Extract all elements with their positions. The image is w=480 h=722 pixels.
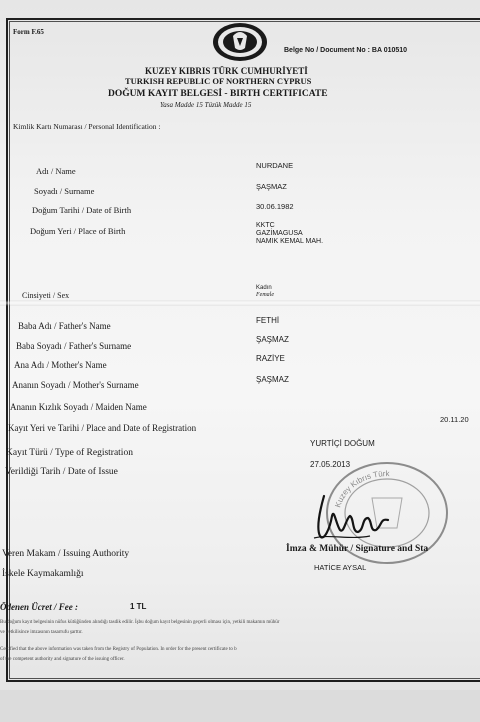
- mother-name-value: RAZİYE: [256, 354, 285, 363]
- registration-place-label: Kayıt Yeri ve Tarihi / Place and Date of Registration: [8, 423, 197, 433]
- surname-value: ŞAŞMAZ: [256, 182, 287, 191]
- fine-print-line-4: of the competent authority and signature of the issuing officer.: [0, 657, 125, 662]
- issuing-authority-value: İskele Kaymakamlığı: [2, 569, 84, 579]
- country-name-tr: KUZEY KIBRIS TÜRK CUMHURİYETİ: [145, 66, 308, 76]
- maiden-name-label: Ananın Kızlık Soyadı / Maiden Name: [10, 402, 147, 412]
- document-number: Belge No / Document No : BA 010510: [284, 47, 408, 54]
- father-name-value: FETHİ: [256, 316, 280, 325]
- personal-id-label: Kimlik Kartı Numarası / Personal Identification :: [13, 122, 161, 131]
- page-edge: [0, 690, 480, 722]
- surname-label: Soyadı / Surname: [34, 186, 95, 196]
- fine-print-line-1: Bu doğum kayıt belgesinin nüfus kütüğünden alındığı tasdik edilir. İşbu doğum kayıt belgesinin geçerli olması için, yetkili makamın mühür: [0, 620, 280, 625]
- registration-type-value: YURTİÇİ DOĞUM: [310, 439, 375, 448]
- pob-line-3: NAMIK KEMAL MAH.: [256, 238, 324, 245]
- fee-label: Ödenen Ücret / Fee :: [0, 602, 78, 612]
- father-name-label: Baba Adı / Father's Name: [18, 321, 111, 331]
- legal-reference: Yasa Madde 15 Tüzük Madde 15: [160, 101, 252, 109]
- dob-label: Doğum Tarihi / Date of Birth: [32, 205, 132, 215]
- stamp-text: Kuzey Kıbrıs Türk: [333, 469, 390, 509]
- fine-print-line-2: ve yetkilisince imzasının tasarrufu şarttır.: [0, 630, 83, 635]
- name-value: NURDANE: [256, 161, 294, 170]
- mother-surname-value: ŞAŞMAZ: [256, 375, 289, 384]
- pob-label: Doğum Yeri / Place of Birth: [30, 226, 126, 236]
- country-name-en: TURKISH REPUBLIC OF NORTHERN CYPRUS: [125, 76, 312, 86]
- registration-type-label: Kayıt Türü / Type of Registration: [6, 448, 133, 458]
- father-surname-value: ŞAŞMAZ: [256, 335, 289, 344]
- mother-name-label: Ana Adı / Mother's Name: [14, 360, 107, 370]
- pob-line-2: GAZİMAGUSA: [256, 230, 303, 237]
- coat-of-arms-icon: [212, 22, 268, 62]
- issue-date-label: Verildiği Tarih / Date of Issue: [5, 467, 118, 477]
- sex-value-tr: Kadın: [256, 285, 272, 291]
- handwritten-signature: [310, 488, 400, 548]
- fee-value: 1 TL: [130, 602, 147, 611]
- document-title: DOĞUM KAYIT BELGESİ - BIRTH CERTIFICATE: [108, 89, 328, 99]
- signature-label: İmza & Mühür / Signature and Sta: [286, 544, 429, 554]
- fine-print-line-3: Certified that the above information was taken from the Registry of Population. In order for the present certificate to b: [0, 647, 237, 652]
- signatory-name: HATİCE AYSAL: [314, 563, 367, 572]
- father-surname-label: Baba Soyadı / Father's Surname: [16, 341, 132, 351]
- sex-label: Cinsiyeti / Sex: [22, 291, 70, 300]
- paper-fold: [0, 300, 480, 306]
- form-number: Form F.65: [13, 28, 44, 36]
- sex-value-en: Female: [256, 292, 274, 298]
- registration-date-value: 20.11.20: [440, 415, 469, 424]
- pob-line-1: KKTC: [256, 222, 275, 229]
- dob-value: 30.06.1982: [256, 202, 294, 211]
- issuing-authority-label: Veren Makam / Issuing Authority: [2, 549, 130, 559]
- name-label: Adı / Name: [36, 166, 76, 176]
- mother-surname-label: Ananın Soyadı / Mother's Surname: [12, 380, 139, 390]
- issue-date-value: 27.05.2013: [310, 460, 351, 469]
